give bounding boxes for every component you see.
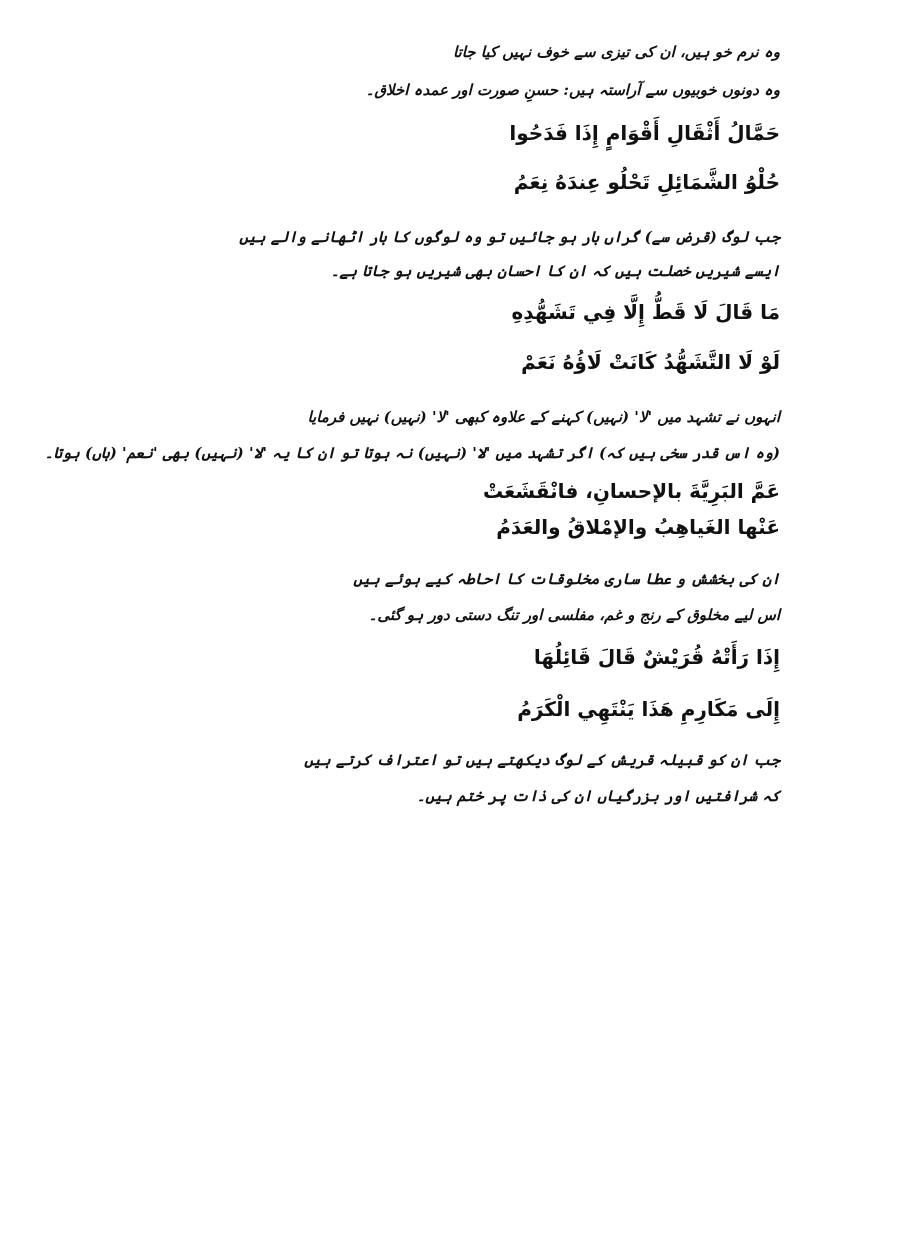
arabic-verse-line: حَمَّالُ أَثْقَالِ أَقْوَامٍ إِذَا فَدَحُوا <box>509 121 780 145</box>
urdu-translation-line: ان کی بخشش و عطا ساری مخلوقات کا احاطہ کیے ہوئے ہیں <box>353 570 780 588</box>
arabic-verse-line: حُلْوُ الشَّمَائِلِ تَحْلُو عِندَهُ نِعَمُ <box>513 170 780 194</box>
arabic-verse-line: لَوْ لَا التَّشَهُّدُ كَانَتْ لَاؤُهُ نَعَمْ <box>521 350 780 374</box>
arabic-verse-line: إِلَى مَكَارِمِ هَذَا يَنْتَهِي الْكَرَمُ <box>517 697 780 721</box>
urdu-translation-line: جب ان کو قبیلہ قریش کے لوگ دیکھتے ہیں تو اعتراف کرتے ہیں <box>304 751 780 769</box>
arabic-verse-line: عَنْها الغَياهِبُ والإمْلاقُ والعَدَمُ <box>496 515 780 539</box>
urdu-translation-line: وہ دونوں خوبیوں سے آراستہ ہیں: حسنِ صورت اور عمدہ اخلاق۔ <box>365 81 780 99</box>
urdu-translation-line: (وہ اس قدر سخی ہیں کہ) اگر تشہد میں 'لا' (نہیں) نہ ہوتا تو ان کا یہ 'لا' (نہیں) بھی 'نعم' (ہاں) ہوتا۔ <box>44 444 780 462</box>
arabic-verse-line: إِذَا رَأَتْهُ قُرَيْشٌ قَالَ قَائِلُهَا <box>533 645 780 669</box>
arabic-verse-line: مَا قَالَ لَا قَطُّ إِلَّا فِي تَشَهُّدِهِ <box>511 300 780 324</box>
arabic-verse-line: عَمَّ البَرِيَّةَ بالإحسانِ، فانْقَشَعَتْ <box>482 479 780 503</box>
urdu-translation-line: ایسے شیریں خصلت ہیں کہ ان کا احسان بھی شیریں ہو جاتا ہے۔ <box>330 262 780 280</box>
urdu-translation-line: اس لیے مخلوق کے رنج و غم، مفلسی اور تنگ دستی دور ہو گئی۔ <box>368 606 780 624</box>
urdu-translation-line: جب لوگ (قرض سے) گراں بار ہو جائیں تو وہ لوگوں کا بار اٹھانے والے ہیں <box>239 228 780 246</box>
urdu-translation-line: کہ شرافتیں اور بزرگیاں ان کی ذات پر ختم ہیں۔ <box>416 787 780 805</box>
urdu-translation-line: وہ نرم خو ہیں، ان کی تیزی سے خوف نہیں کیا جاتا <box>452 43 780 61</box>
urdu-translation-line: انہوں نے تشہد میں 'لا' (نہیں) کہنے کے علاوہ کبھی 'لا' (نہیں) نہیں فرمایا <box>307 408 780 426</box>
